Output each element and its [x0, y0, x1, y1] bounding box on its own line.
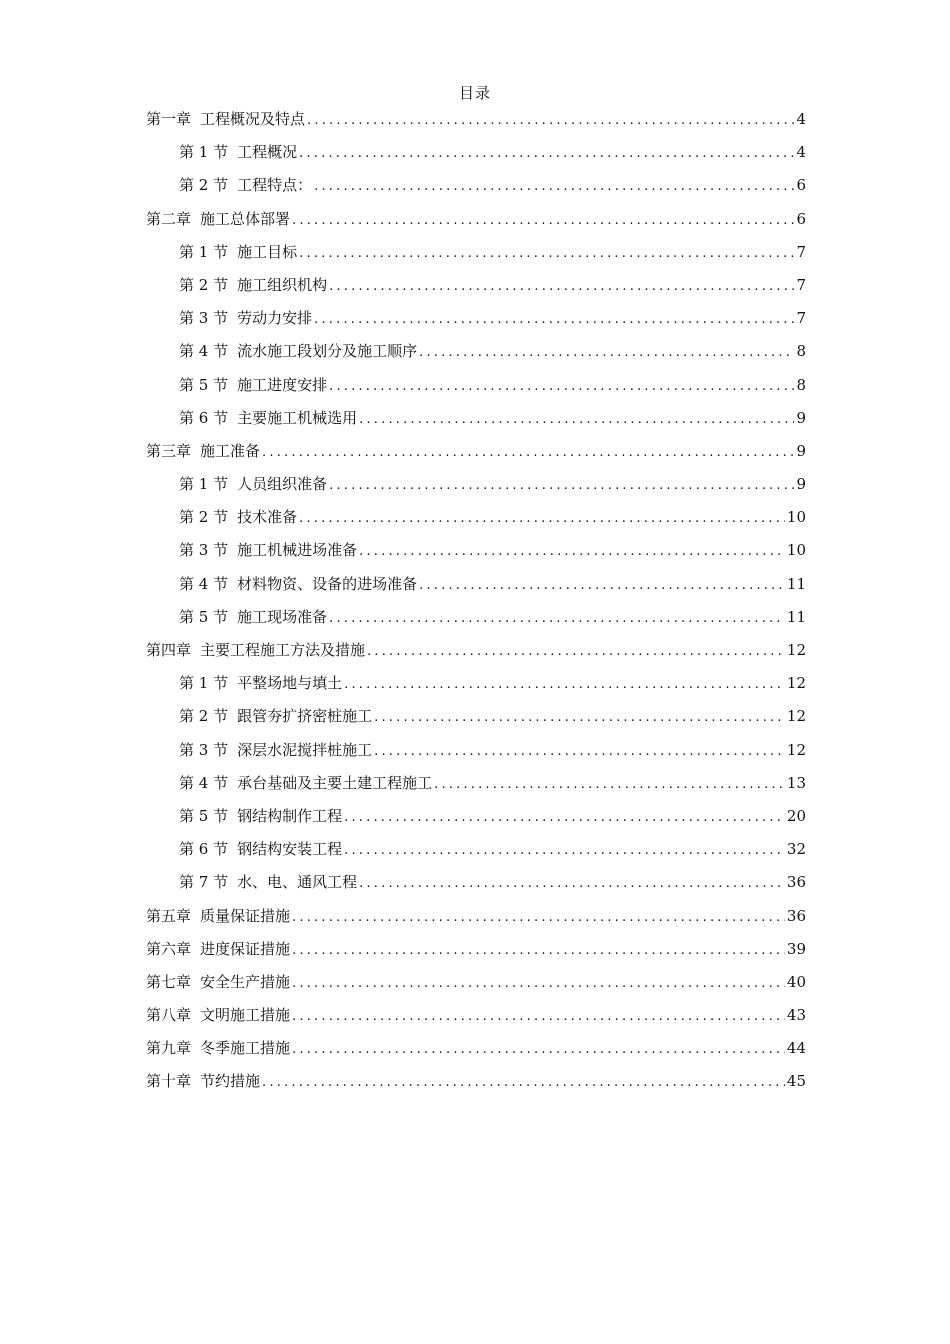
- toc-section-entry[interactable]: [146, 171, 806, 204]
- toc-section-entry[interactable]: [146, 868, 806, 901]
- toc-chapter-entry[interactable]: [146, 1001, 806, 1034]
- toc-chapter-entry[interactable]: [146, 205, 806, 238]
- toc-entry-title: 施工现场准备: [237, 607, 328, 626]
- toc-entry-title: 施工组织机构: [237, 275, 328, 294]
- toc-page-number: 13: [786, 773, 806, 792]
- toc-dot-leader: [359, 538, 785, 566]
- toc-entry-number: 第四章: [146, 641, 192, 659]
- toc-entry-number: 第 6 节: [179, 408, 229, 427]
- toc-chapter-entry[interactable]: [146, 968, 806, 1001]
- toc-entry-number: 第五章: [146, 906, 192, 925]
- toc-entry-number: 第 2 节: [179, 275, 229, 294]
- toc-entry-title: 施工准备: [200, 441, 261, 460]
- toc-page-number: 45: [786, 1072, 806, 1091]
- toc-entry-number: 第 5 节: [179, 375, 229, 394]
- toc-entry-number: 第 2 节: [179, 508, 229, 527]
- toc-section-entry[interactable]: [146, 138, 806, 171]
- toc-entry-title: 劳动力安排: [237, 309, 313, 328]
- toc-dot-leader: [344, 671, 785, 699]
- toc-entry-number: 第一章: [146, 110, 192, 128]
- toc-entry-title: 安全生产措施: [200, 972, 291, 991]
- toc-dot-leader: [374, 704, 785, 732]
- toc-section-entry[interactable]: [146, 304, 806, 337]
- toc-page-number: 6: [796, 176, 806, 195]
- toc-dot-leader: [262, 439, 794, 467]
- toc-entry-title: 进度保证措施: [200, 939, 291, 958]
- toc-entry-title: 主要工程施工方法及措施: [200, 641, 366, 659]
- toc-entry-number: 第八章: [146, 1006, 192, 1025]
- toc-dot-leader: [292, 937, 785, 965]
- toc-section-entry[interactable]: [146, 238, 806, 271]
- toc-entry-number: 第 7 节: [179, 873, 229, 892]
- toc-entry-number: 第 2 节: [179, 707, 229, 726]
- toc-chapter-entry[interactable]: [146, 935, 806, 968]
- toc-section-entry[interactable]: [146, 271, 806, 304]
- toc-page-number: 12: [786, 740, 806, 759]
- toc-page-number: 39: [786, 939, 806, 958]
- toc-entry-number: 第 1 节: [179, 674, 229, 693]
- toc-section-entry[interactable]: [146, 736, 806, 769]
- toc-entry-title: 深层水泥搅拌桩施工: [237, 740, 373, 759]
- toc-entry-title: 钢结构安装工程: [237, 840, 343, 859]
- toc-chapter-entry[interactable]: [146, 1067, 806, 1100]
- toc-page-number: 11: [786, 607, 806, 626]
- toc-page-number: 7: [796, 275, 806, 294]
- toc-chapter-entry[interactable]: [146, 902, 806, 935]
- toc-page-number: 9: [796, 475, 806, 494]
- toc-entry-title: 工程概况: [237, 143, 298, 162]
- toc-dot-leader: [329, 373, 794, 401]
- toc-dot-leader: [292, 1036, 785, 1064]
- toc-dot-leader: [329, 273, 794, 301]
- toc-section-entry[interactable]: [146, 371, 806, 404]
- toc-dot-leader: [344, 837, 785, 865]
- toc-dot-leader: [299, 505, 785, 533]
- toc-entry-number: 第 1 节: [179, 143, 229, 162]
- toc-dot-leader: [329, 472, 794, 500]
- toc-entry-number: 第 1 节: [179, 475, 229, 494]
- toc-entry-title: 施工机械进场准备: [237, 541, 358, 560]
- toc-page-number: 4: [796, 143, 806, 162]
- toc-entry-number: 第 4 节: [179, 773, 229, 792]
- toc-page-number: 4: [796, 110, 806, 128]
- toc-dot-leader: [314, 306, 794, 334]
- toc-entry-title: 钢结构制作工程: [237, 806, 343, 825]
- toc-page-number: 11: [786, 574, 806, 593]
- toc-entry-number: 第 4 节: [179, 574, 229, 593]
- toc-entry-number: 第 6 节: [179, 840, 229, 859]
- toc-page-number: 7: [796, 242, 806, 261]
- toc-page-number: 8: [796, 375, 806, 394]
- toc-entry-number: 第二章: [146, 209, 192, 228]
- toc-entry-title: 承台基础及主要土建工程施工: [237, 773, 433, 792]
- toc-page-number: 9: [796, 408, 806, 427]
- toc-entry-title: 人员组织准备: [237, 475, 328, 494]
- toc-dot-leader: [329, 605, 785, 633]
- toc-dot-leader: [374, 738, 785, 766]
- toc-entry-number: 第 5 节: [179, 607, 229, 626]
- toc-entry-number: 第十章: [146, 1072, 192, 1091]
- toc-entry-title: 平整场地与填土: [237, 674, 343, 693]
- toc-page-number: 12: [786, 707, 806, 726]
- toc-page-number: 32: [786, 840, 806, 859]
- toc-section-entry[interactable]: [146, 802, 806, 835]
- toc-section-entry[interactable]: [146, 536, 806, 569]
- toc-dot-leader: [292, 970, 785, 998]
- toc-entry-title: 主要施工机械选用: [237, 408, 358, 427]
- toc-dot-leader: [299, 240, 794, 268]
- toc-section-entry[interactable]: [146, 470, 806, 503]
- toc-page-number: 8: [796, 342, 806, 361]
- toc-list: [146, 105, 806, 1101]
- toc-title: 目录: [458, 84, 491, 102]
- toc-page-number: 10: [786, 541, 806, 560]
- toc-section-entry[interactable]: [146, 503, 806, 536]
- toc-entry-title: 水、电、通风工程: [237, 873, 358, 892]
- toc-page-number: 6: [796, 209, 806, 228]
- toc-chapter-entry[interactable]: [146, 636, 806, 669]
- toc-dot-leader: [419, 339, 794, 367]
- toc-page-number: 43: [786, 1006, 806, 1025]
- toc-page-number: 12: [786, 674, 806, 693]
- toc-entry-number: 第 3 节: [179, 541, 229, 560]
- toc-entry-title: 材料物资、设备的进场准备: [237, 574, 418, 593]
- toc-entry-number: 第三章: [146, 441, 192, 460]
- toc-dot-leader: [314, 173, 794, 201]
- toc-page-number: 9: [796, 441, 806, 460]
- toc-dot-leader: [359, 870, 785, 898]
- toc-entry-title: 工程特点：: [237, 176, 313, 195]
- toc-entry-number: 第九章: [146, 1039, 192, 1058]
- toc-entry-number: 第 3 节: [179, 740, 229, 759]
- toc-dot-leader: [344, 804, 785, 832]
- toc-dot-leader: [292, 1003, 785, 1031]
- toc-section-entry[interactable]: [146, 603, 806, 636]
- toc-page-number: 12: [786, 641, 806, 659]
- toc-page-number: 10: [786, 508, 806, 527]
- toc-entry-title: 冬季施工措施: [200, 1039, 291, 1058]
- toc-dot-leader: [359, 406, 794, 434]
- toc-chapter-entry[interactable]: [146, 105, 806, 138]
- toc-section-entry[interactable]: [146, 835, 806, 868]
- toc-dot-leader: [419, 572, 785, 600]
- toc-entry-number: 第 2 节: [179, 176, 229, 195]
- toc-entry-number: 第六章: [146, 939, 192, 958]
- toc-entry-title: 施工进度安排: [237, 375, 328, 394]
- toc-dot-leader: [292, 904, 785, 932]
- toc-entry-title: 技术准备: [237, 508, 298, 527]
- toc-dot-leader: [434, 771, 785, 799]
- toc-section-entry[interactable]: [146, 669, 806, 702]
- toc-entry-number: 第 1 节: [179, 242, 229, 261]
- toc-chapter-entry[interactable]: [146, 1034, 806, 1067]
- toc-section-entry[interactable]: [146, 769, 806, 802]
- toc-entry-number: 第七章: [146, 972, 192, 991]
- toc-page-number: 40: [786, 972, 806, 991]
- toc-entry-number: 第 5 节: [179, 806, 229, 825]
- toc-page-number: 36: [786, 873, 806, 892]
- toc-chapter-entry[interactable]: [146, 437, 806, 470]
- toc-entry-title: 施工总体部署: [200, 209, 291, 228]
- toc-entry-title: 节约措施: [200, 1072, 261, 1091]
- toc-entry-number: 第 3 节: [179, 309, 229, 328]
- toc-section-entry[interactable]: [146, 702, 806, 735]
- toc-page-number: 7: [796, 309, 806, 328]
- toc-entry-title: 跟管夯扩挤密桩施工: [237, 707, 373, 726]
- toc-entry-title: 施工目标: [237, 242, 298, 261]
- toc-section-entry[interactable]: [146, 337, 806, 370]
- toc-dot-leader: [307, 107, 794, 135]
- toc-dot-leader: [292, 207, 794, 235]
- toc-entry-title: 工程概况及特点: [200, 110, 306, 128]
- toc-page-number: 44: [786, 1039, 806, 1058]
- toc-entry-title: 质量保证措施: [200, 906, 291, 925]
- toc-entry-number: 第 4 节: [179, 342, 229, 361]
- toc-section-entry[interactable]: [146, 404, 806, 437]
- toc-page-number: 20: [786, 806, 806, 825]
- toc-page-number: 36: [786, 906, 806, 925]
- toc-entry-title: 流水施工段划分及施工顺序: [237, 342, 418, 361]
- toc-dot-leader: [367, 638, 785, 666]
- toc-section-entry[interactable]: [146, 570, 806, 603]
- toc-dot-leader: [262, 1069, 785, 1097]
- toc-entry-title: 文明施工措施: [200, 1006, 291, 1025]
- toc-dot-leader: [299, 140, 794, 168]
